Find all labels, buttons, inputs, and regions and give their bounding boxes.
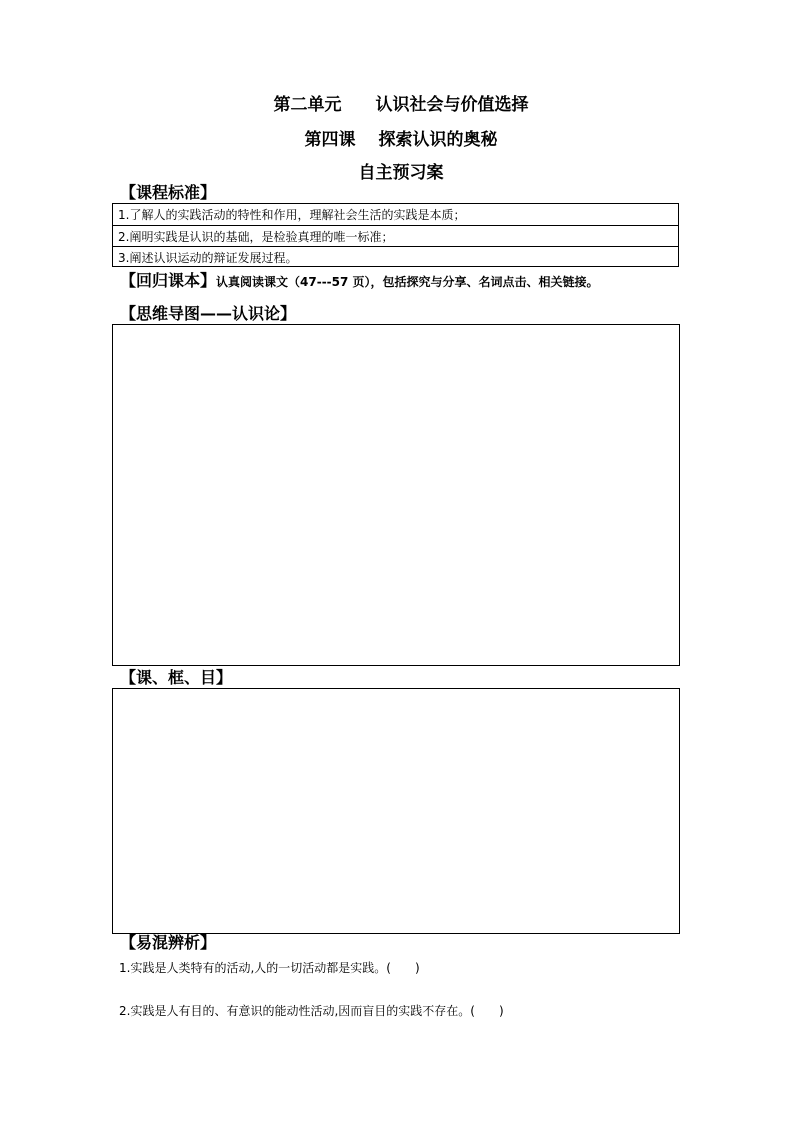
mind-map-answer-box[interactable] [112, 324, 680, 666]
course-standard-heading: 【课程标准】 [120, 183, 217, 202]
confusion-heading: 【易混辨析】 [120, 933, 217, 952]
course-standard-item: 3.阐述认识运动的辩证发展过程。 [118, 251, 298, 265]
return-textbook-heading: 【回归课本】 [120, 271, 217, 290]
lesson-title: 第四课 探索认识的奥秘 [304, 130, 498, 150]
confusion-question: 2.实践是人有目的、有意识的能动性活动,因而盲目的实践不存在。( ) [119, 1004, 504, 1018]
course-standard-item: 1.了解人的实践活动的特性和作用，理解社会生活的实践是本质； [118, 208, 466, 222]
document-title: 自主预习案 [358, 163, 444, 183]
course-standard-divider [113, 246, 678, 247]
confusion-question: 1.实践是人类特有的活动,人的一切活动都是实践。( ) [119, 961, 420, 975]
return-textbook-section [120, 271, 599, 292]
lesson-frame-answer-box[interactable] [112, 688, 680, 934]
unit-title: 第二单元 认识社会与价值选择 [273, 95, 529, 115]
course-standard-item: 2.阐明实践是认识的基础，是检验真理的唯一标准； [118, 230, 394, 244]
lesson-frame-heading: 【课、框、目】 [120, 668, 233, 687]
course-standard-divider [113, 225, 678, 226]
return-textbook-note: 认真阅读课文（47---57 页），包括探究与分享、名词点击、相关链接。 [216, 275, 599, 289]
mind-map-heading: 【思维导图——认识论】 [120, 304, 297, 323]
